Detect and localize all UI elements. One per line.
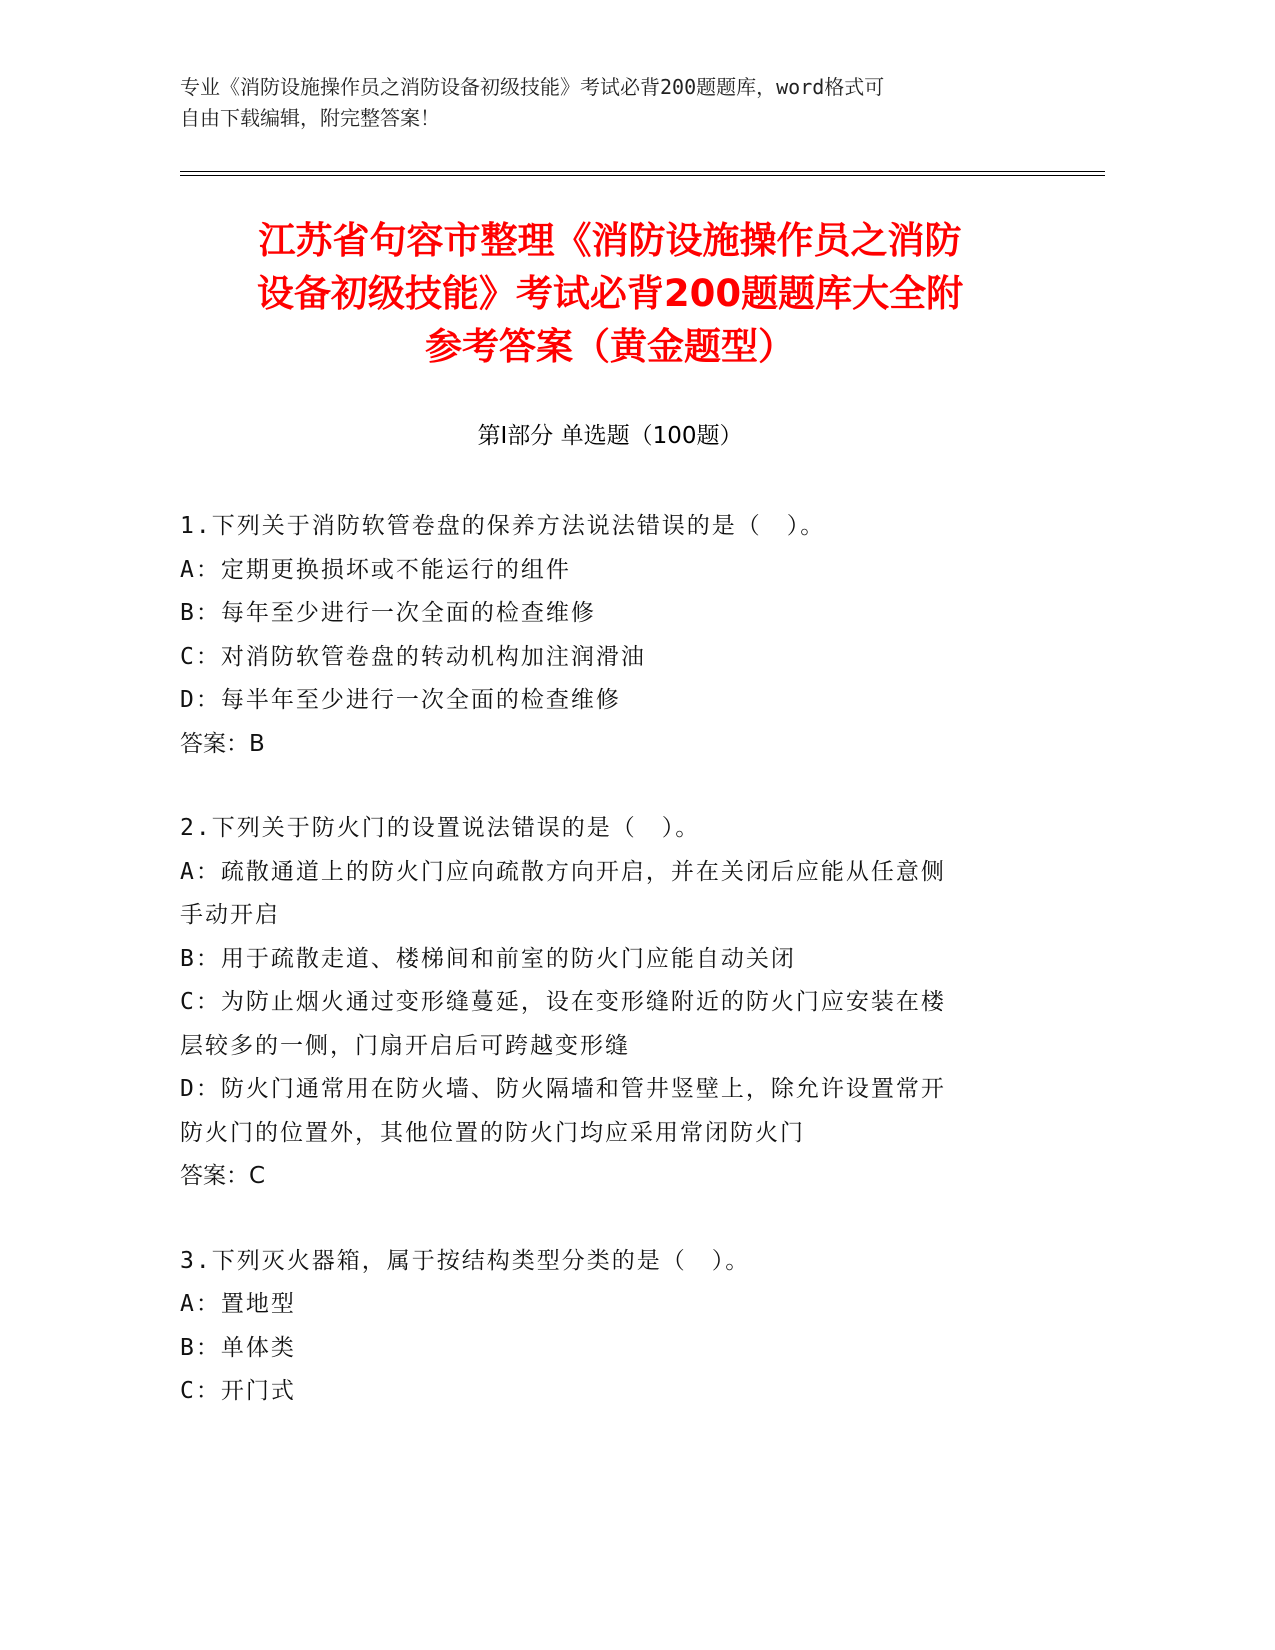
option-b: B：单体类 [180, 1334, 296, 1361]
option-a: A：置地型 [180, 1291, 296, 1317]
answer: 答案：C [180, 1163, 266, 1189]
option-c-continued: 层较多的一侧，门扇开启后可跨越变形缝 [180, 1032, 630, 1059]
option-b: B：用于疏散走道、楼梯间和前室的防火门应能自动关闭 [180, 945, 796, 972]
option-c: C：为防止烟火通过变形缝蔓延，设在变形缝附近的防火门应安装在楼 [180, 989, 946, 1015]
header-line: 专业《消防设施操作员之消防设备初级技能》考试必背200题题库，word格式可 [180, 75, 885, 99]
answer: 答案：B [180, 730, 265, 757]
option-b: B：每年至少进行一次全面的检查维修 [180, 600, 596, 626]
option-c: C：开门式 [180, 1378, 296, 1404]
option-a: A：定期更换损坏或不能运行的组件 [180, 556, 571, 583]
option-a-continued: 手动开启 [180, 902, 280, 928]
option-a: A：疏散通道上的防火门应向疏散方向开启，并在关闭后应能从任意侧 [180, 858, 946, 885]
question-3 [180, 1240, 1030, 1414]
option-d-continued: 防火门的位置外，其他位置的防火门均应采用常闭防火门 [180, 1119, 805, 1146]
section-title: 第Ⅰ部分 单选题（100题） [477, 423, 743, 449]
question-list [180, 505, 1030, 1455]
header-line: 自由下载编辑，附完整答案！ [180, 106, 440, 130]
question-stem: 3.下列灭火器箱，属于按结构类型分类的是（ ）。 [180, 1247, 751, 1274]
option-d: D：防火门通常用在防火墙、防火隔墙和管井竖壁上，除允许设置常开 [180, 1076, 946, 1102]
document-title [185, 214, 1035, 373]
page-header [180, 72, 1040, 134]
header-divider-top [180, 171, 1105, 172]
question-stem: 2.下列关于防火门的设置说法错误的是（ ）。 [180, 815, 701, 841]
question-2 [180, 807, 1030, 1199]
title-line: 江苏省句容市整理《消防设施操作员之消防 [258, 219, 962, 262]
header-divider-bottom [180, 175, 1105, 176]
question-1 [180, 505, 1030, 766]
title-line: 设备初级技能》考试必背200题题库大全附 [256, 272, 964, 315]
option-c: C：对消防软管卷盘的转动机构加注润滑油 [180, 643, 646, 670]
option-d: D：每半年至少进行一次全面的检查维修 [180, 687, 621, 713]
title-line: 参考答案（黄金题型） [425, 325, 795, 368]
question-stem: 1.下列关于消防软管卷盘的保养方法说法错误的是（ ）。 [180, 513, 826, 539]
